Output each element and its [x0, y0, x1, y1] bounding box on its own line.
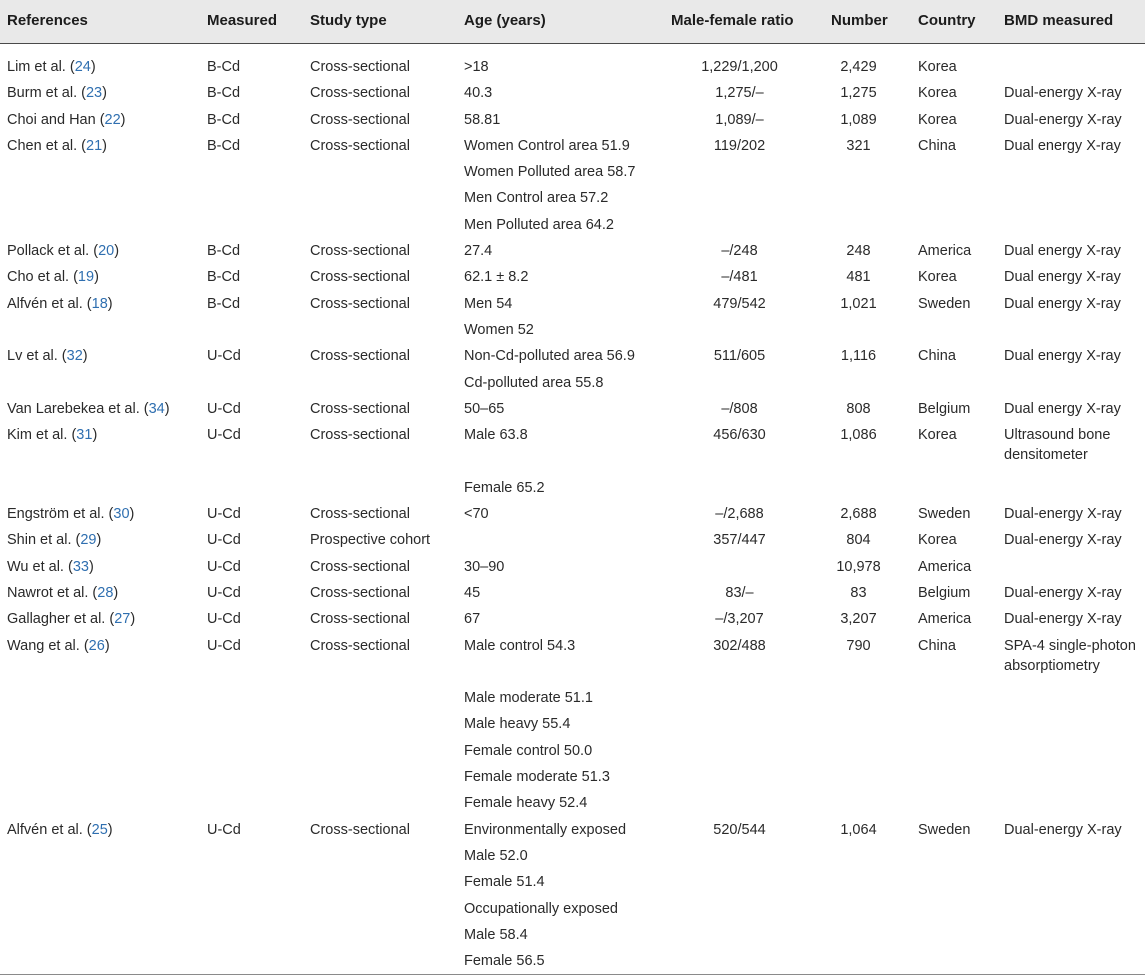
reference-cell: Kim et al. (31) [7, 427, 98, 444]
reference-link[interactable]: 22 [104, 111, 121, 128]
measured-cell: U-Cd [207, 348, 241, 365]
study-type-cell: Cross-sectional [310, 821, 410, 838]
age-line: 45 [464, 584, 481, 601]
reference-link[interactable]: 26 [88, 637, 105, 654]
measured-cell: U-Cd [207, 400, 241, 417]
study-type-cell: Cross-sectional [310, 269, 410, 286]
reference-name: Kim et al. ( [7, 427, 77, 444]
bmd-cell [1004, 264, 1121, 290]
number-cell: 10,978 [836, 558, 881, 575]
age-cell [464, 633, 610, 817]
ratio-cell: 83/– [725, 584, 754, 601]
bmd-cell [1004, 291, 1121, 317]
bmd-cell [1004, 817, 1122, 843]
reference-cell: Alfvén et al. (18) [7, 295, 113, 312]
measured-cell: U-Cd [207, 506, 241, 523]
table-row [0, 606, 1145, 632]
ratio-cell: –/248 [721, 243, 758, 260]
bmd-line: Dual-energy X-ray [1004, 611, 1122, 628]
reference-cell: Alfvén et al. (25) [7, 821, 113, 838]
age-line: Female moderate 51.3 [464, 769, 610, 786]
ratio-cell: 1,229/1,200 [701, 59, 778, 75]
age-line: 62.1 ± 8.2 [464, 269, 529, 286]
reference-link[interactable]: 31 [76, 427, 93, 444]
age-cell [464, 291, 534, 344]
age-line: Non-Cd-polluted area 56.9 [464, 348, 635, 365]
age-line: Female 51.4 [464, 874, 545, 891]
measured-cell: B-Cd [207, 59, 241, 75]
reference-link[interactable]: 32 [66, 348, 83, 365]
number-cell: 1,089 [840, 111, 877, 128]
reference-link[interactable]: 25 [91, 821, 108, 838]
age-cell [464, 396, 504, 422]
number-cell: 1,064 [840, 821, 877, 838]
bmd-line: SPA-4 single-photon [1004, 637, 1136, 654]
measured-cell: U-Cd [207, 558, 241, 575]
reference-link[interactable]: 28 [97, 584, 114, 601]
measured-cell: U-Cd [207, 532, 241, 549]
number-cell: 83 [850, 584, 867, 601]
age-line: 58.81 [464, 111, 501, 128]
ratio-cell: –/481 [721, 269, 758, 286]
number-cell: 1,275 [840, 85, 877, 102]
measured-cell: U-Cd [207, 637, 241, 654]
age-line: 67 [464, 611, 481, 628]
header-divider [0, 43, 1145, 44]
age-line: 27.4 [464, 243, 493, 260]
age-line: Occupationally exposed [464, 900, 618, 917]
bmd-line: Dual energy X-ray [1004, 295, 1121, 312]
header-country: Country [918, 12, 976, 29]
measured-cell: U-Cd [207, 584, 241, 601]
age-line: Male control 54.3 [464, 637, 576, 654]
reference-name: Van Larebekea et al. ( [7, 400, 149, 417]
reference-cell: Pollack et al. (20) [7, 243, 120, 260]
measured-cell: U-Cd [207, 821, 241, 838]
reference-name: Chen et al. ( [7, 137, 86, 154]
bmd-line: Dual-energy X-ray [1004, 584, 1122, 601]
age-line [464, 659, 610, 685]
reference-link[interactable]: 21 [86, 137, 103, 154]
ratio-cell: 302/488 [713, 637, 766, 654]
bmd-line: Dual-energy X-ray [1004, 111, 1122, 128]
age-line [464, 527, 468, 553]
ratio-cell: 456/630 [713, 427, 766, 444]
age-cell [464, 107, 500, 133]
number-cell: 808 [846, 400, 871, 417]
age-cell [464, 422, 545, 501]
country-cell: Sweden [918, 506, 971, 523]
reference-name: Pollack et al. ( [7, 243, 99, 260]
ratio-cell: –/2,688 [715, 506, 764, 523]
bmd-line: Dual-energy X-ray [1004, 532, 1122, 549]
table-row [0, 580, 1145, 606]
country-cell: Sweden [918, 821, 971, 838]
reference-name: Burm et al. ( [7, 85, 86, 102]
table-row [0, 422, 1145, 501]
bmd-line: Dual-energy X-ray [1004, 85, 1122, 102]
bmd-line: Dual energy X-ray [1004, 400, 1121, 417]
age-cell [464, 238, 492, 264]
bmd-cell [1004, 501, 1122, 527]
measured-cell: B-Cd [207, 111, 241, 128]
age-line: Male moderate 51.1 [464, 690, 593, 707]
age-line: Male 63.8 [464, 427, 528, 444]
age-cell [464, 580, 480, 606]
reference-name: Nawrot et al. ( [7, 584, 98, 601]
reference-cell: Chen et al. (21) [7, 137, 107, 154]
table-row [0, 80, 1145, 106]
ratio-cell: –/3,207 [715, 611, 764, 628]
age-line: >18 [464, 59, 489, 75]
ratio-cell: 479/542 [713, 295, 766, 312]
header-references: References [7, 12, 88, 29]
reference-name: Gallagher et al. ( [7, 611, 115, 628]
age-line: Male 52.0 [464, 847, 528, 864]
country-cell: Belgium [918, 400, 971, 417]
country-cell: Korea [918, 59, 957, 75]
country-cell: Korea [918, 111, 957, 128]
table-row [0, 817, 1145, 975]
study-type-cell: Cross-sectional [310, 137, 410, 154]
number-cell: 1,116 [840, 348, 877, 365]
age-line: Female control 50.0 [464, 742, 593, 759]
age-cell [464, 343, 635, 396]
country-cell: America [918, 558, 972, 575]
bmd-cell [1004, 133, 1121, 159]
age-line: <70 [464, 506, 489, 523]
reference-link[interactable]: 20 [98, 243, 115, 260]
age-line: 30–90 [464, 558, 505, 575]
reference-link[interactable]: 24 [74, 59, 91, 75]
reference-cell: Lv et al. (32) [7, 348, 88, 365]
study-type-cell: Cross-sectional [310, 243, 410, 260]
country-cell: China [918, 637, 956, 654]
reference-link[interactable]: 18 [91, 295, 108, 312]
reference-name: Engström et al. ( [7, 506, 114, 523]
study-type-cell: Cross-sectional [310, 427, 410, 444]
reference-name: Alfvén et al. ( [7, 295, 92, 312]
table-row [0, 501, 1145, 527]
header-ratio: Male-female ratio [671, 12, 794, 29]
age-cell [464, 817, 626, 975]
age-cell [464, 501, 489, 527]
number-cell: 790 [846, 637, 871, 654]
study-type-cell: Cross-sectional [310, 506, 410, 523]
bmd-cell [1004, 238, 1121, 264]
header-measured: Measured [207, 12, 278, 29]
bmd-cell [1004, 343, 1121, 369]
reference-cell: Van Larebekea et al. (34) [7, 400, 170, 417]
table-row [0, 527, 1145, 553]
age-line: Men Control area 57.2 [464, 190, 609, 207]
age-cell [464, 606, 480, 632]
measured-cell: B-Cd [207, 137, 241, 154]
country-cell: Korea [918, 427, 957, 444]
reference-cell: Cho et al. (19) [7, 269, 99, 286]
ratio-cell: 511/605 [713, 348, 766, 365]
reference-name: Lv et al. ( [7, 348, 67, 365]
bmd-cell [1004, 580, 1122, 606]
bmd-line: absorptiometry [1004, 657, 1100, 674]
age-line: Male heavy 55.4 [464, 716, 571, 733]
ratio-cell: 119/202 [713, 137, 766, 154]
number-cell: 1,086 [840, 427, 877, 444]
reference-link[interactable]: 33 [72, 558, 89, 575]
table-row [0, 554, 1145, 580]
age-cell [464, 54, 489, 80]
age-line [464, 448, 545, 474]
age-cell [464, 554, 504, 580]
study-type-cell: Cross-sectional [310, 85, 410, 102]
bmd-line: Dual energy X-ray [1004, 243, 1121, 260]
reference-name: Lim et al. ( [7, 59, 75, 75]
measured-cell: B-Cd [207, 85, 241, 102]
study-type-cell: Cross-sectional [310, 400, 410, 417]
table-row [0, 238, 1145, 264]
ratio-cell: 520/544 [713, 821, 766, 838]
ratio-cell: 1,089/– [715, 111, 764, 128]
age-cell [464, 264, 528, 290]
ratio-cell: –/808 [721, 400, 758, 417]
age-line: Male 58.4 [464, 926, 528, 943]
bmd-cell [1004, 107, 1122, 133]
bmd-line: Dual energy X-ray [1004, 348, 1121, 365]
reference-link[interactable]: 34 [148, 400, 165, 417]
country-cell: Sweden [918, 295, 971, 312]
bmd-line: densitometer [1004, 447, 1088, 464]
header-number: Number [831, 12, 888, 29]
study-type-cell: Cross-sectional [310, 558, 410, 575]
age-line: Female 56.5 [464, 953, 545, 970]
reference-cell: Wu et al. (33) [7, 558, 94, 575]
age-line: Women Control area 51.9 [464, 137, 630, 154]
table-row [0, 396, 1145, 422]
header-age: Age (years) [464, 12, 546, 29]
reference-link[interactable]: 23 [85, 85, 103, 102]
study-type-cell: Cross-sectional [310, 611, 410, 628]
reference-cell: Choi and Han (22) [7, 111, 126, 128]
reference-name: Shin et al. ( [7, 532, 81, 549]
age-line: 40.3 [464, 85, 493, 102]
study-type-cell: Prospective cohort [310, 532, 431, 549]
number-cell: 804 [846, 532, 871, 549]
bmd-line: Ultrasound bone [1004, 427, 1111, 444]
number-cell: 481 [846, 269, 871, 286]
country-cell: Korea [918, 532, 957, 549]
country-cell: China [918, 137, 956, 154]
age-line: Female 65.2 [464, 479, 545, 496]
age-line: Female heavy 52.4 [464, 795, 588, 812]
age-line: 50–65 [464, 400, 505, 417]
reference-cell: Engström et al. (30) [7, 506, 135, 523]
reference-link[interactable]: 29 [80, 532, 97, 549]
reference-name: Wu et al. ( [7, 558, 73, 575]
country-cell: America [918, 243, 972, 260]
bmd-line: Dual-energy X-ray [1004, 821, 1122, 838]
study-type-cell: Cross-sectional [310, 295, 410, 312]
reference-cell: Gallagher et al. (27) [7, 611, 136, 628]
age-cell [464, 133, 635, 238]
age-line: Environmentally exposed [464, 821, 627, 838]
table-header [0, 0, 1145, 43]
age-line: Women 52 [464, 321, 534, 338]
table-row [0, 133, 1145, 238]
number-cell: 321 [846, 137, 871, 154]
measured-cell: B-Cd [207, 269, 241, 286]
age-line: Men Polluted area 64.2 [464, 216, 614, 233]
number-cell: 2,688 [840, 506, 877, 523]
reference-cell: Wang et al. (26) [7, 637, 110, 654]
measured-cell: B-Cd [207, 243, 241, 260]
bmd-cell [1004, 527, 1122, 553]
number-cell: 248 [846, 243, 871, 260]
table-row [0, 264, 1145, 290]
ratio-cell: 357/447 [713, 532, 766, 549]
header-bmd: BMD measured [1004, 12, 1114, 29]
study-type-cell: Cross-sectional [310, 584, 410, 601]
reference-name: Wang et al. ( [7, 637, 89, 654]
country-cell: Korea [918, 269, 957, 286]
country-cell: Belgium [918, 584, 971, 601]
number-cell: 2,429 [840, 59, 877, 75]
reference-cell: Lim et al. (24) [7, 59, 96, 75]
country-cell: America [918, 611, 972, 628]
number-cell: 1,021 [840, 295, 877, 312]
reference-name: Alfvén et al. ( [7, 821, 92, 838]
table-body [0, 54, 1145, 974]
reference-link[interactable]: 19 [77, 269, 95, 286]
reference-cell: Shin et al. (29) [7, 532, 102, 549]
header-study-type: Study type [310, 12, 387, 29]
measured-cell: U-Cd [207, 427, 241, 444]
country-cell: China [918, 348, 956, 365]
table-row [0, 633, 1145, 817]
ratio-cell: 1,275/– [715, 85, 764, 102]
reference-cell: Nawrot et al. (28) [7, 584, 119, 601]
age-line: Cd-polluted area 55.8 [464, 374, 604, 391]
reference-cell: Burm et al. (23) [7, 85, 107, 102]
reference-name: Choi and Han ( [7, 111, 105, 128]
bmd-cell [1004, 606, 1122, 632]
bmd-cell [1004, 422, 1110, 465]
measured-cell: U-Cd [207, 611, 241, 628]
bmd-line: Dual energy X-ray [1004, 269, 1121, 286]
bmd-line: Dual-energy X-ray [1004, 506, 1122, 523]
reference-name: Cho et al. ( [7, 269, 78, 286]
bmd-line: Dual energy X-ray [1004, 137, 1121, 154]
table-row [0, 291, 1145, 344]
bmd-cell [1004, 80, 1122, 106]
table-row [0, 343, 1145, 396]
bottom-divider [0, 974, 1145, 975]
age-line: Women Polluted area 58.7 [464, 164, 636, 181]
study-type-cell: Cross-sectional [310, 111, 410, 128]
table-row [0, 54, 1145, 80]
bmd-cell [1004, 396, 1121, 422]
study-type-cell: Cross-sectional [310, 637, 410, 654]
table-row [0, 107, 1145, 133]
study-type-cell: Cross-sectional [310, 59, 410, 75]
reference-link[interactable]: 27 [114, 611, 131, 628]
number-cell: 3,207 [840, 611, 877, 628]
measured-cell: B-Cd [207, 295, 241, 312]
country-cell: Korea [918, 85, 957, 102]
age-line: Men 54 [464, 295, 513, 312]
age-cell [464, 80, 492, 106]
study-type-cell: Cross-sectional [310, 348, 410, 365]
bmd-cell [1004, 633, 1136, 676]
age-cell [464, 527, 468, 553]
reference-link[interactable]: 30 [113, 506, 130, 523]
